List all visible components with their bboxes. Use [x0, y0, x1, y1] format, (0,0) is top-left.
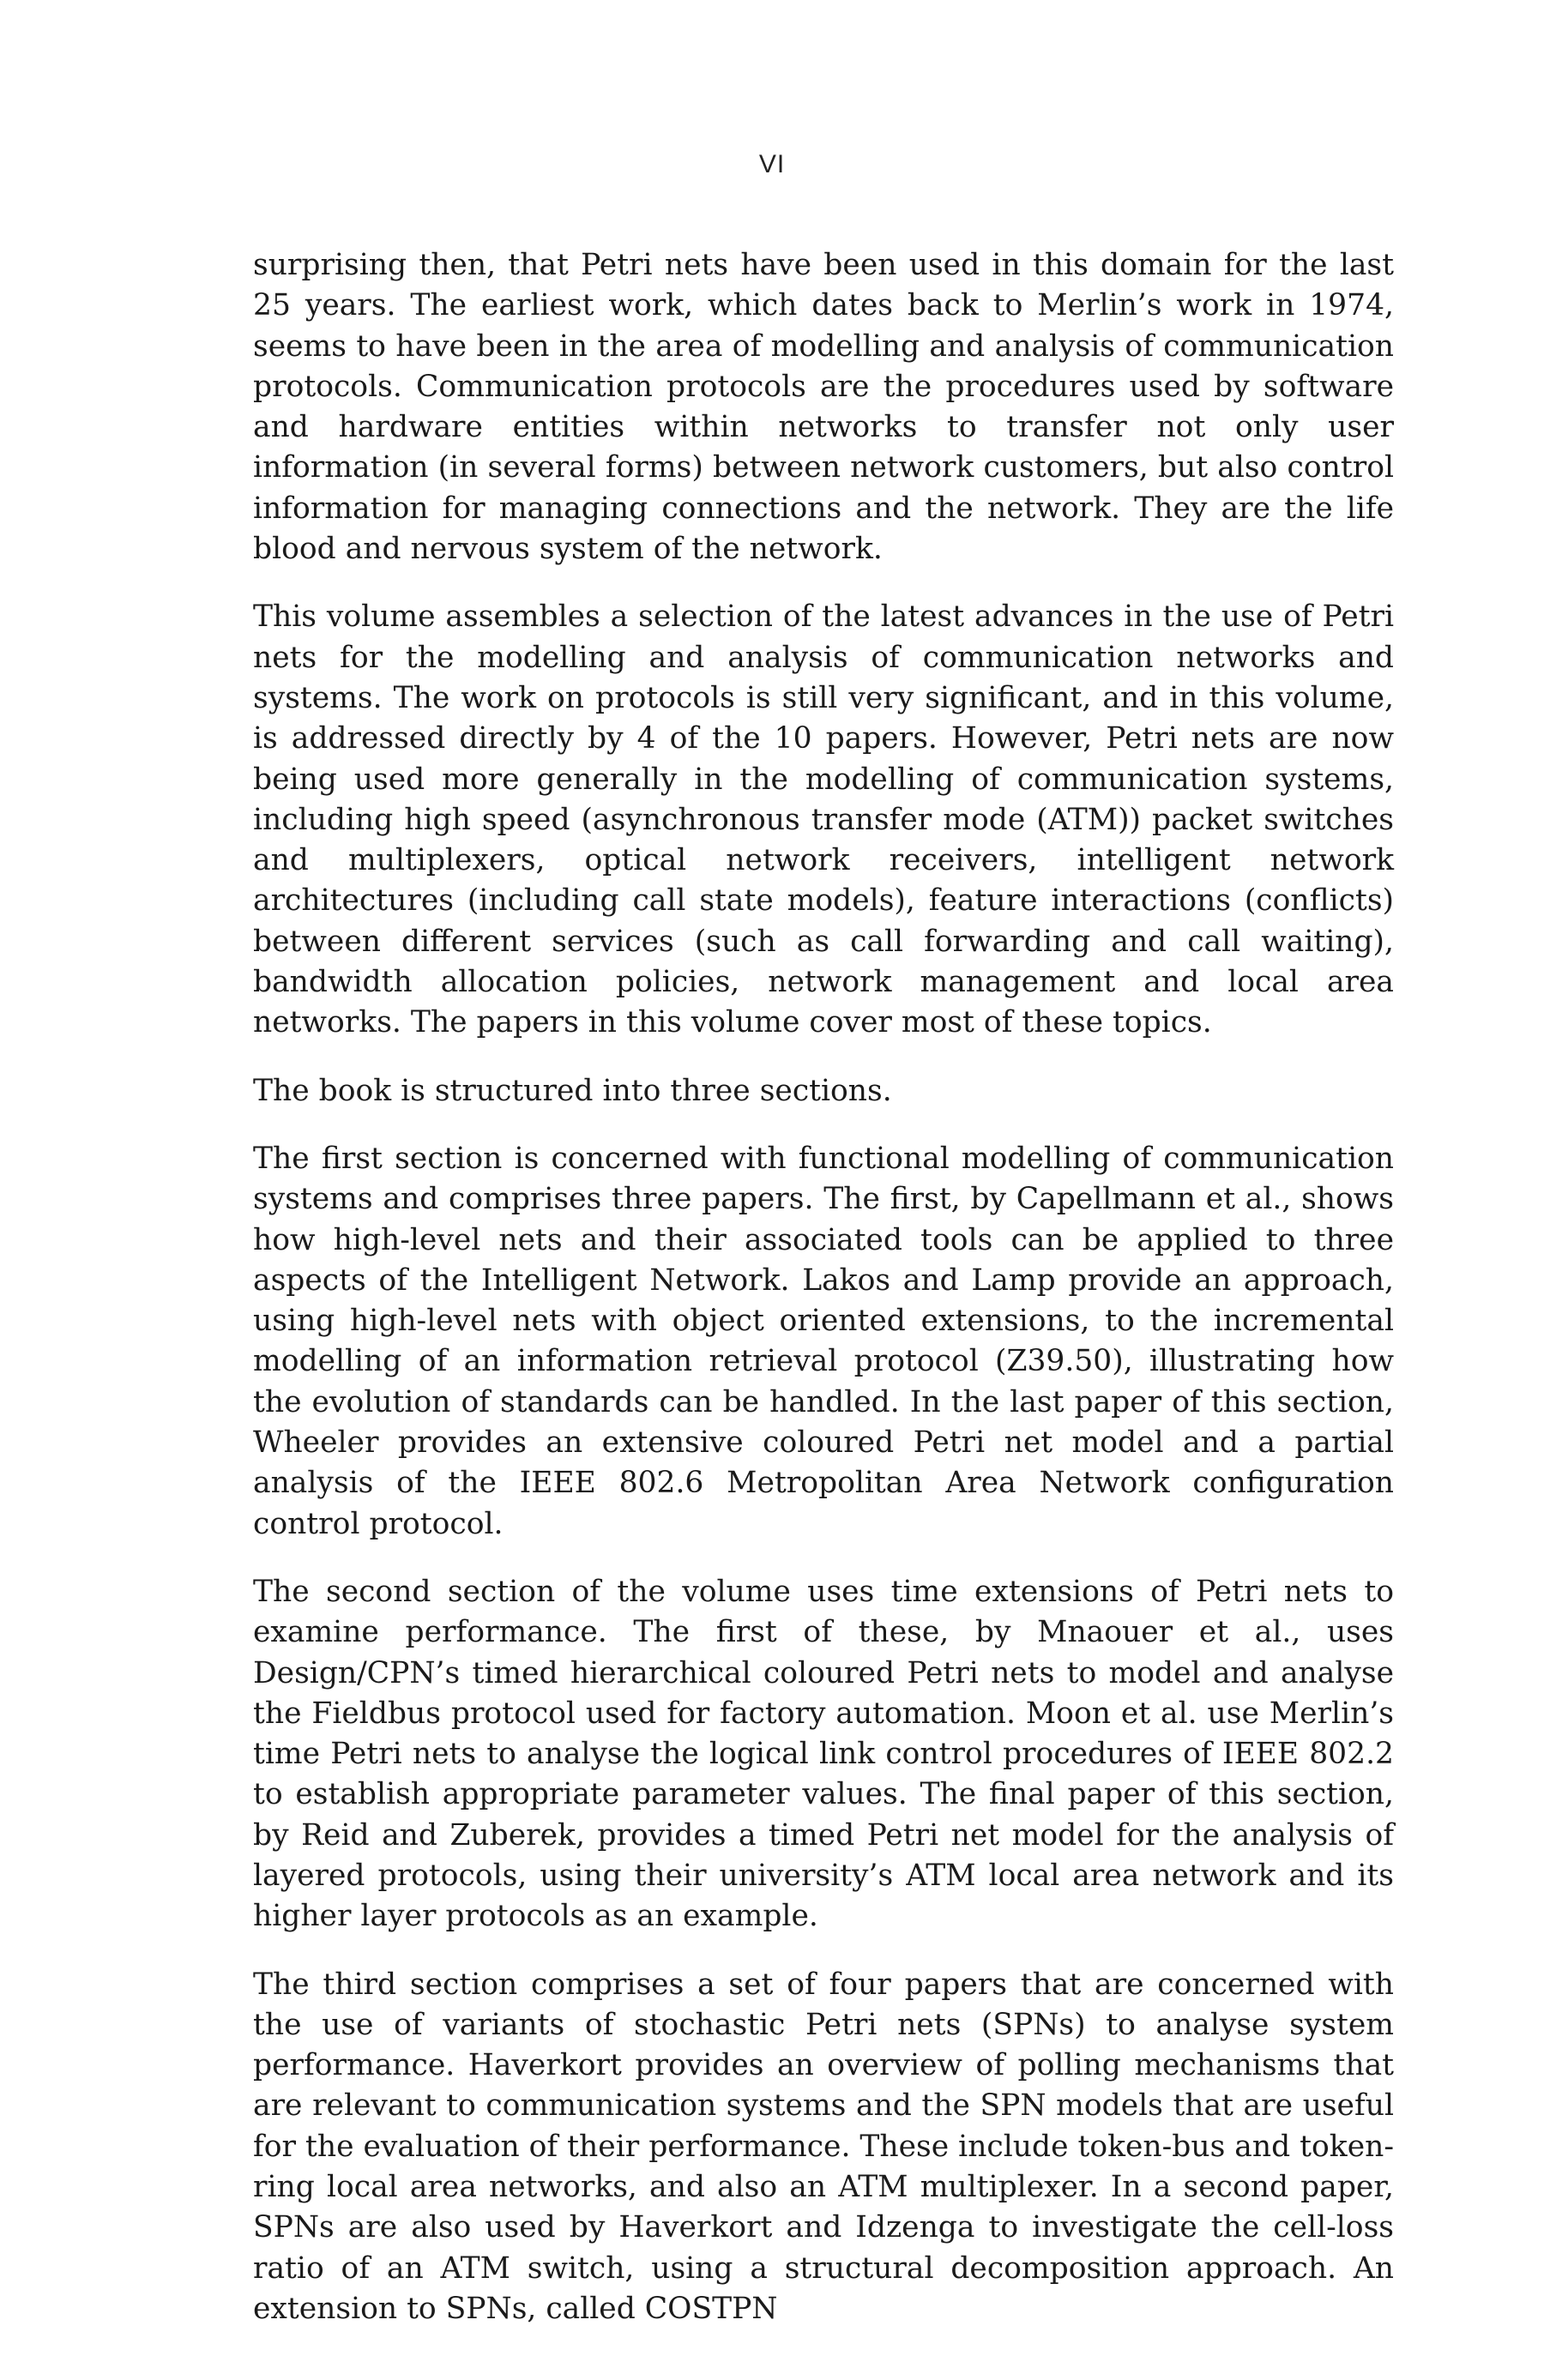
body-text — [253, 245, 1394, 2357]
paragraph-intro-continued: surprising then, that Petri nets have been used in this domain for the last 25 years. The earliest work, which dates back to Merlin’s work in 1974, seems to have been in the area of modelling and analysis of communication protocols. Communication protocols are the procedures used by software and hardware entities within networks to transfer not only user information (in several forms) between network customers, but also control information for managing connections and the network. They are the life blood and nervous system of the network. — [253, 248, 1394, 567]
paragraph-second-section: The second section of the volume uses time extensions of Petri nets to examine performance. The first of these, by Mnaouer et al., uses Design/CPN’s timed hierarchical coloured Petri nets to model and analyse the Fieldbus protocol used for factory automation. Moon et al. use Merlin’s time Petri nets to analyse the logical link control procedures of IEEE 802.2 to establish appropriate parameter values. The final paper of this section, by Reid and Zuberek, provides a timed Petri net model for the analysis of layered protocols, using their university’s ATM local area network and its higher layer protocols as an example. — [253, 1574, 1394, 1934]
paragraph-third-section: The third section comprises a set of four papers that are concerned with the use of variants of stochastic Petri nets (SPNs) to analyse system performance. Haverkort provides an overview of polling mechanisms that are relevant to communication systems and the SPN models that are useful for the evaluation of their performance. These include token-bus and token-ring local area networks, and also an ATM multiplexer. In a second paper, SPNs are also used by Haverkort and Idzenga to investigate the cell-loss ratio of an ATM switch, using a structural decomposition approach. An extension to SPNs, called COSTPN — [253, 1967, 1394, 2326]
paragraph-structure: The book is structured into three sections. — [253, 1073, 892, 1108]
page-number: VI — [758, 150, 786, 178]
paragraph-volume-overview: This volume assembles a selection of the latest advances in the use of Petri nets for the modelling and analysis of communication networks and systems. The work on protocols is still very significant, and in this volume, is addressed directly by 4 of the 10 papers. However, Petri nets are now being used more generally in the modelling of communication systems, including high speed (asynchronous transfer mode (ATM)) packet switches and multiplexers, optical network receivers, intelligent network architectures (including call state models), feature interactions (conflicts) between different services (such as call forwarding and call waiting), bandwidth allocation policies, network management and local area networks. The papers in this volume cover most of these topics. — [253, 600, 1394, 1040]
paragraph-first-section: The first section is concerned with functional modelling of communication systems and comprises three papers. The first, by Capellmann et al., shows how high-level nets and their associated tools can be applied to three aspects of the Intelligent Network. Lakos and Lamp provide an approach, using high-level nets with object oriented extensions, to the incremental modelling of an information retrieval protocol (Z39.50), illustrating how the evolution of standards can be handled. In the last paper of this section, Wheeler provides an extensive coloured Petri net model and a partial analysis of the IEEE 802.6 Metropolitan Area Network configuration control protocol. — [253, 1141, 1394, 1541]
